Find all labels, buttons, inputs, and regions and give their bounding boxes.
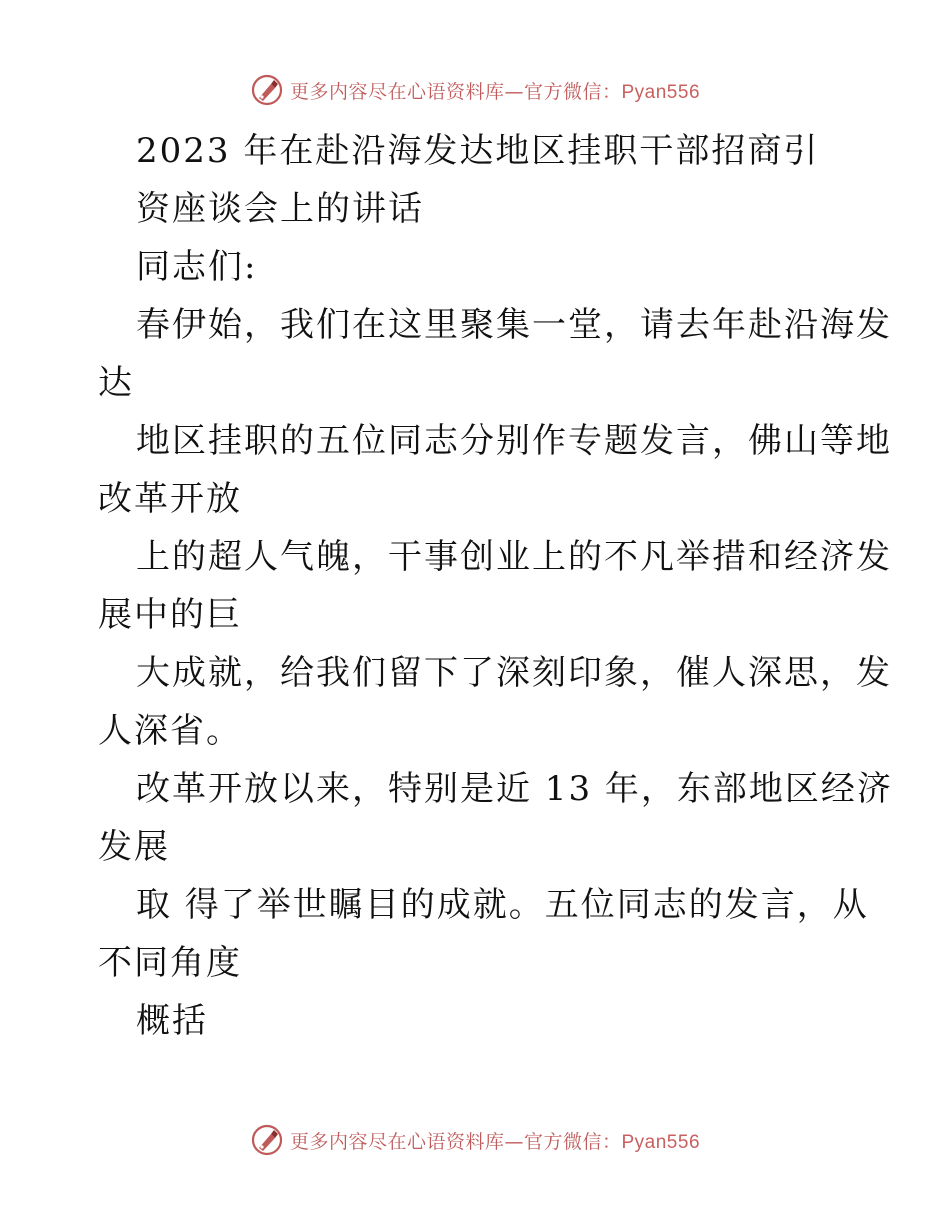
document-line: 大成就，给我们留下了深刻印象，催人深思，发 [136, 653, 892, 693]
document-line: 改革开放 [98, 479, 242, 519]
document-line: 人深省。 [98, 711, 242, 751]
watermark-account: Pyan556 [621, 1131, 701, 1153]
footer-watermark [0, 1120, 950, 1160]
header-watermark [0, 70, 950, 110]
document-line: 改革开放以来，特别是近 13 年，东部地区经济 [136, 769, 893, 809]
document-line: 发展 [98, 827, 170, 867]
watermark-official-label: 官方微信： [523, 1130, 622, 1153]
document-body [98, 122, 893, 1050]
document-line: 概括 [136, 1001, 208, 1041]
watermark-dash: — [504, 80, 524, 103]
watermark-account: Pyan556 [621, 81, 701, 103]
watermark-main-text: 更多内容尽在心语资料库 [289, 80, 505, 103]
document-line: 地区挂职的五位同志分别作专题发言，佛山等地 [136, 421, 892, 461]
document-line: 展中的巨 [98, 595, 242, 635]
watermark-text [290, 1127, 700, 1154]
watermark-text [290, 77, 700, 104]
watermark-main-text: 更多内容尽在心语资料库 [289, 1130, 505, 1153]
document-line: 资座谈会上的讲话 [136, 189, 424, 229]
pen-logo-icon [250, 1123, 284, 1157]
document-line: 2023 年在赴沿海发达地区挂职干部招商引 [136, 131, 820, 171]
watermark-dash: — [504, 1130, 524, 1153]
document-line: 上的超人气魄，干事创业上的不凡举措和经济发 [136, 537, 892, 577]
document-line: 同志们: [136, 247, 258, 287]
pen-logo-icon [250, 73, 284, 107]
document-line: 取 得了举世瞩目的成就。五位同志的发言，从 [136, 885, 869, 925]
document-line: 春伊始，我们在这里聚集一堂，请去年赴沿海发 [136, 305, 892, 345]
watermark-official-label: 官方微信： [523, 80, 622, 103]
document-line: 不同角度 [98, 943, 242, 983]
document-line: 达 [98, 363, 134, 403]
